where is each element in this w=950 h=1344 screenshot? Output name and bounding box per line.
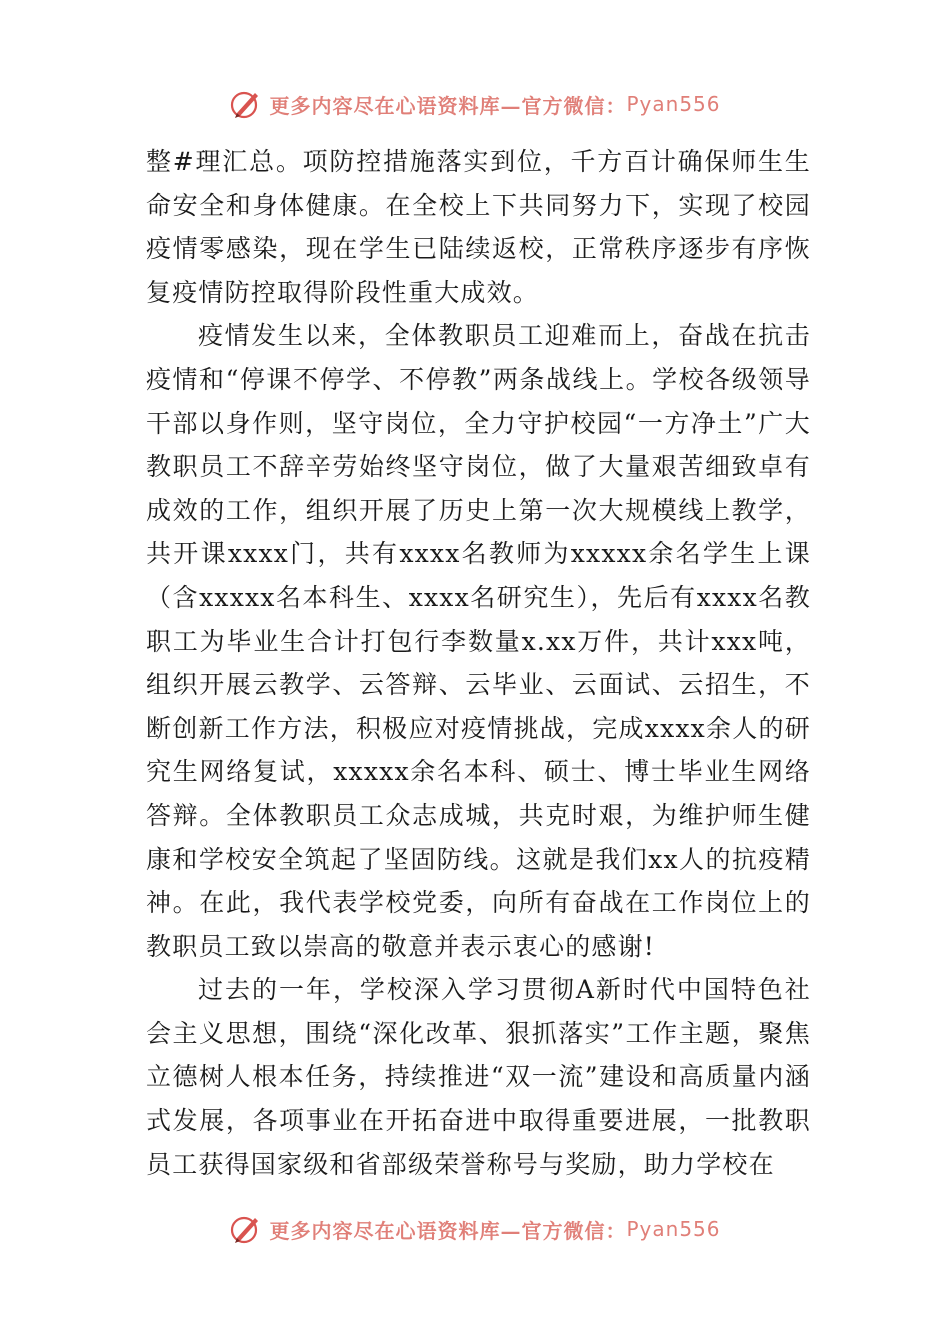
banner-text: 更多内容尽在心语资料库—官方微信： xyxy=(269,93,627,118)
paragraph-3: 过去的一年，学校深入学习贯彻A新时代中国特色社会主义思想，围绕“深化改革、狠抓落实”工作主题，聚焦立德树人根本任务，持续推进“双一流”建设和高质量内涵式发展，各项事业在开拓奋进中取得重要进展，一批教职员工获得国家级和省部级荣誉称号与奖励，助力学校在 xyxy=(146,975,811,1179)
pen-circle-logo-icon xyxy=(229,87,263,121)
banner-wechat-id: Pyan556 xyxy=(626,1217,721,1241)
paragraph-2: 疫情发生以来，全体教职员工迎难而上，奋战在抗击疫情和“停课不停学、不停教”两条战线上。学校各级领导干部以身作则，坚守岗位，全力守护校园“一方净土”广大教职员工不辞辛劳始终坚守岗位，做了大量艰苦细致卓有成效的工作，组织开展了历史上第一次大规模线上教学，共开课xxxx门，共有xxxx名教师为xxxxx余名学生上课（含xxxxx名本科生、xxxx名研究生），先后有xxxx名教职工为毕业生合计打包行李数量x.xx万件，共计xxx吨，组织开展云教学、云答辩、云毕业、云面试、云招生，不断创新工作方法，积极应对疫情挑战，完成xxxx余人的研究生网络复试，xxxxx余名本科、硕士、博士毕业生网络答辩。全体教职员工众志成城，共克时艰，为维护师生健康和学校安全筑起了坚固防线。这就是我们xx人的抗疫精神。在此，我代表学校党委，向所有奋战在工作岗位上的教职员工致以崇高的敬意并表示衷心的感谢! xyxy=(146,321,811,961)
document-body xyxy=(146,140,811,1186)
banner-wechat-id: Pyan556 xyxy=(626,92,721,116)
paragraph-1: 整#理汇总。项防控措施落实到位，千方百计确保师生生命安全和身体健康。在全校上下共同努力下，实现了校园疫情零感染，现在学生已陆续返校，正常秩序逐步有序恢复疫情防控取得阶段性重大成效。 xyxy=(146,147,811,307)
header-banner xyxy=(0,84,950,124)
pen-circle-logo-icon xyxy=(229,1212,263,1246)
banner-text: 更多内容尽在心语资料库—官方微信： xyxy=(269,1218,627,1243)
footer-banner xyxy=(0,1209,950,1249)
